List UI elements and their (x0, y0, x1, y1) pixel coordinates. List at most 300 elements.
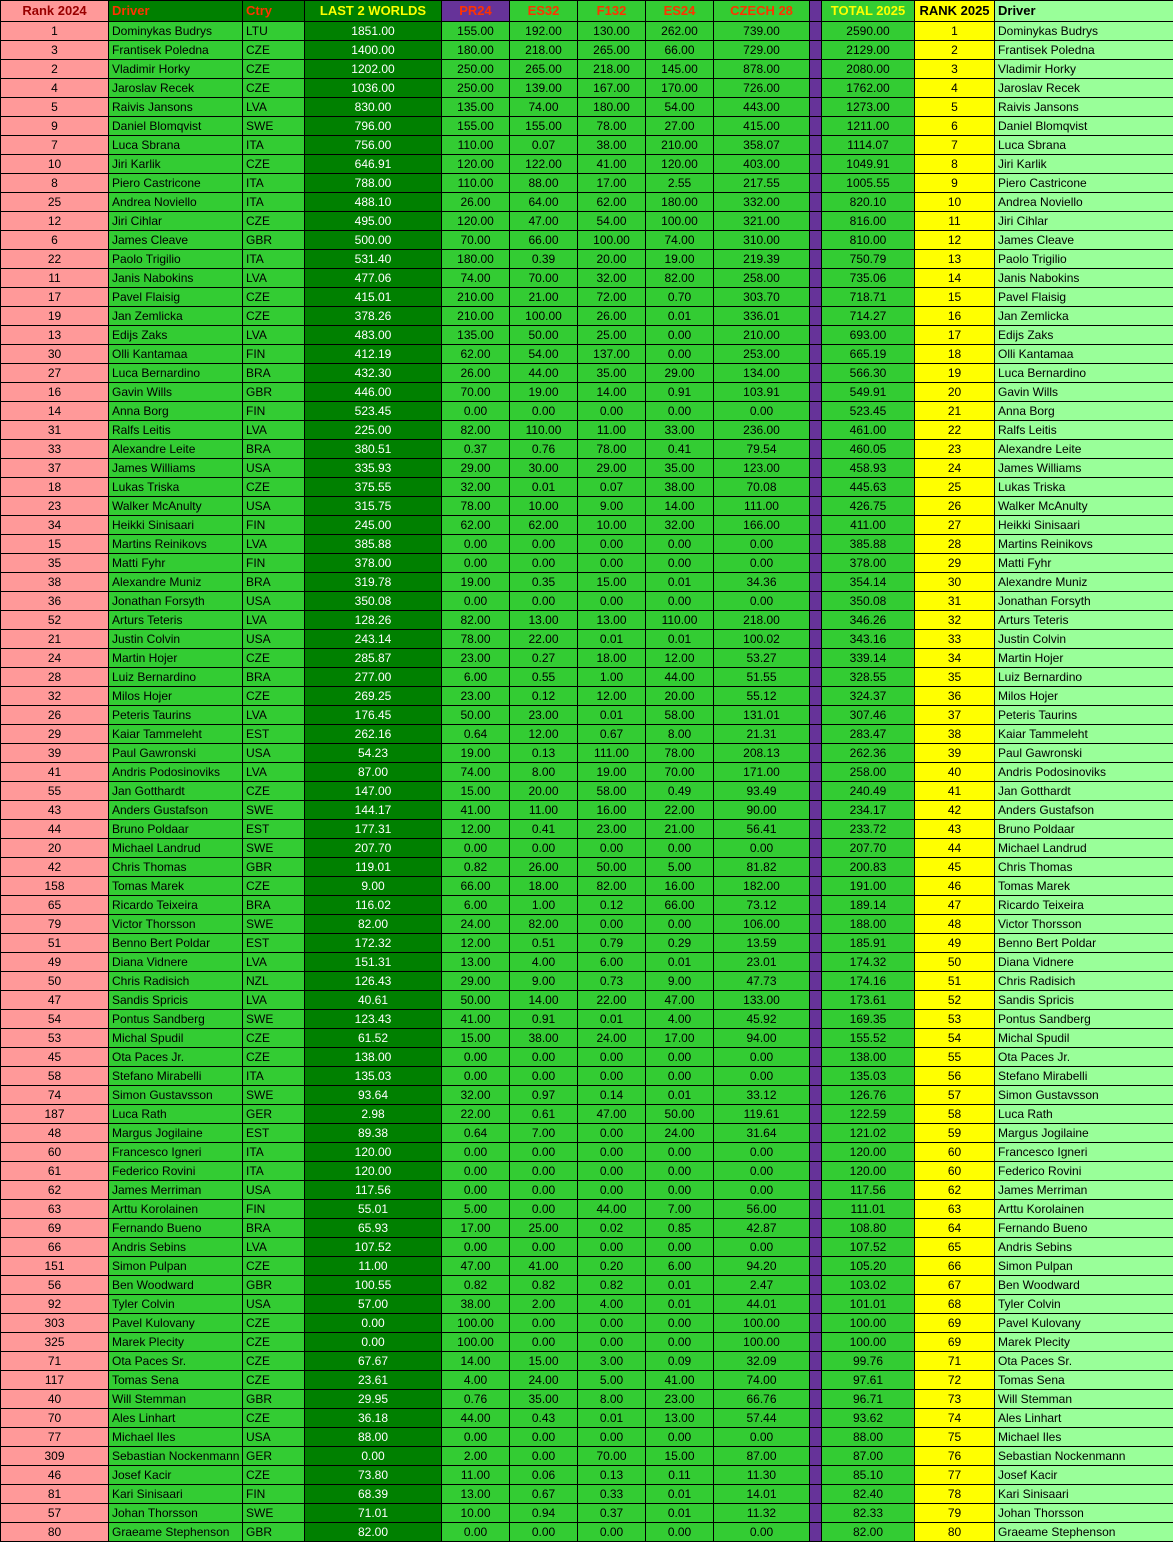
cell-es32: 155.00 (510, 117, 578, 136)
cell-driver: Alexandre Muniz (109, 573, 243, 592)
cell-driver-2: Pontus Sandberg (995, 1010, 1173, 1029)
cell-pr24: 0.00 (442, 1067, 510, 1086)
cell-country: USA (243, 592, 305, 611)
cell-es24: 50.00 (646, 1105, 714, 1124)
cell-pr24: 155.00 (442, 22, 510, 41)
cell-last-2-worlds: 243.14 (305, 630, 442, 649)
cell-czech-28: 56.41 (714, 820, 810, 839)
cell-total-2025: 185.91 (822, 934, 915, 953)
cell-spacer (810, 554, 822, 573)
cell-pr24: 0.00 (442, 1048, 510, 1067)
cell-es24: 7.00 (646, 1200, 714, 1219)
cell-es24: 32.00 (646, 516, 714, 535)
cell-spacer (810, 383, 822, 402)
cell-f132: 50.00 (578, 858, 646, 877)
cell-rank-2024: 39 (1, 744, 109, 763)
cell-czech-28: 0.00 (714, 1143, 810, 1162)
cell-rank-2024: 14 (1, 402, 109, 421)
cell-last-2-worlds: 176.45 (305, 706, 442, 725)
cell-country: BRA (243, 440, 305, 459)
cell-rank-2025: 12 (915, 231, 995, 250)
cell-spacer (810, 592, 822, 611)
table-row (1, 725, 1173, 744)
cell-f132: 0.00 (578, 1162, 646, 1181)
cell-es24: 12.00 (646, 649, 714, 668)
cell-driver: Martin Hojer (109, 649, 243, 668)
cell-es32: 30.00 (510, 459, 578, 478)
cell-es24: 0.00 (646, 1238, 714, 1257)
cell-f132: 62.00 (578, 193, 646, 212)
cell-driver: Jaroslav Recek (109, 79, 243, 98)
cell-driver-2: Heikki Sinisaari (995, 516, 1173, 535)
cell-country: CZE (243, 1314, 305, 1333)
cell-czech-28: 166.00 (714, 516, 810, 535)
cell-driver-2: Federico Rovini (995, 1162, 1173, 1181)
cell-pr24: 0.00 (442, 402, 510, 421)
cell-driver-2: Stefano Mirabelli (995, 1067, 1173, 1086)
cell-driver-2: Matti Fyhr (995, 554, 1173, 573)
column-header-es24: ES24 (646, 1, 714, 22)
table-row (1, 1257, 1173, 1276)
cell-es32: 18.00 (510, 877, 578, 896)
cell-driver-2: Luca Bernardino (995, 364, 1173, 383)
cell-spacer (810, 326, 822, 345)
cell-rank-2025: 15 (915, 288, 995, 307)
table-body (1, 22, 1173, 1542)
cell-f132: 0.00 (578, 402, 646, 421)
cell-spacer (810, 478, 822, 497)
cell-driver-2: Walker McAnulty (995, 497, 1173, 516)
column-header-rank-2025: RANK 2025 (915, 1, 995, 22)
cell-es24: 180.00 (646, 193, 714, 212)
cell-total-2025: 169.35 (822, 1010, 915, 1029)
cell-rank-2024: 10 (1, 155, 109, 174)
cell-f132: 0.00 (578, 915, 646, 934)
cell-spacer (810, 763, 822, 782)
cell-total-2025: 97.61 (822, 1371, 915, 1390)
table-row (1, 1352, 1173, 1371)
cell-rank-2024: 325 (1, 1333, 109, 1352)
cell-es32: 265.00 (510, 60, 578, 79)
cell-f132: 0.00 (578, 1333, 646, 1352)
cell-last-2-worlds: 120.00 (305, 1143, 442, 1162)
cell-rank-2025: 79 (915, 1504, 995, 1523)
cell-total-2025: 120.00 (822, 1162, 915, 1181)
cell-rank-2025: 40 (915, 763, 995, 782)
table-row (1, 117, 1173, 136)
cell-driver: Michael Landrud (109, 839, 243, 858)
cell-spacer (810, 782, 822, 801)
cell-driver-2: Frantisek Poledna (995, 41, 1173, 60)
cell-es24: 0.00 (646, 345, 714, 364)
table-row (1, 307, 1173, 326)
cell-czech-28: 321.00 (714, 212, 810, 231)
cell-driver: Ralfs Leitis (109, 421, 243, 440)
cell-f132: 12.00 (578, 687, 646, 706)
cell-rank-2024: 74 (1, 1086, 109, 1105)
cell-rank-2024: 62 (1, 1181, 109, 1200)
cell-f132: 0.37 (578, 1504, 646, 1523)
cell-rank-2024: 42 (1, 858, 109, 877)
cell-rank-2025: 6 (915, 117, 995, 136)
cell-es24: 14.00 (646, 497, 714, 516)
cell-last-2-worlds: 119.01 (305, 858, 442, 877)
cell-country: FIN (243, 345, 305, 364)
cell-czech-28: 310.00 (714, 231, 810, 250)
cell-czech-28: 100.02 (714, 630, 810, 649)
cell-driver-2: Chris Thomas (995, 858, 1173, 877)
cell-pr24: 0.76 (442, 1390, 510, 1409)
cell-es32: 11.00 (510, 801, 578, 820)
cell-pr24: 82.00 (442, 611, 510, 630)
cell-last-2-worlds: 87.00 (305, 763, 442, 782)
cell-driver-2: Luiz Bernardino (995, 668, 1173, 687)
cell-f132: 0.00 (578, 1523, 646, 1542)
cell-es32: 192.00 (510, 22, 578, 41)
cell-last-2-worlds: 446.00 (305, 383, 442, 402)
cell-rank-2025: 47 (915, 896, 995, 915)
cell-spacer (810, 1390, 822, 1409)
cell-last-2-worlds: 225.00 (305, 421, 442, 440)
table-row (1, 440, 1173, 459)
cell-driver: Sebastian Nockenmann (109, 1447, 243, 1466)
cell-es24: 170.00 (646, 79, 714, 98)
cell-total-2025: 174.32 (822, 953, 915, 972)
cell-rank-2024: 19 (1, 307, 109, 326)
cell-rank-2025: 53 (915, 1010, 995, 1029)
cell-last-2-worlds: 29.95 (305, 1390, 442, 1409)
cell-country: USA (243, 1428, 305, 1447)
cell-rank-2025: 23 (915, 440, 995, 459)
cell-driver-2: Will Stemman (995, 1390, 1173, 1409)
cell-spacer (810, 402, 822, 421)
cell-es24: 0.49 (646, 782, 714, 801)
table-row (1, 972, 1173, 991)
cell-spacer (810, 820, 822, 839)
cell-total-2025: 233.72 (822, 820, 915, 839)
cell-es32: 41.00 (510, 1257, 578, 1276)
cell-czech-28: 0.00 (714, 1181, 810, 1200)
cell-rank-2025: 68 (915, 1295, 995, 1314)
cell-driver-2: James Williams (995, 459, 1173, 478)
cell-driver: Andrea Noviello (109, 193, 243, 212)
cell-country: LVA (243, 763, 305, 782)
cell-czech-28: 100.00 (714, 1333, 810, 1352)
cell-country: BRA (243, 896, 305, 915)
cell-country: LVA (243, 326, 305, 345)
cell-driver-2: Andris Sebins (995, 1238, 1173, 1257)
table-row (1, 744, 1173, 763)
cell-country: CZE (243, 307, 305, 326)
cell-total-2025: 103.02 (822, 1276, 915, 1295)
cell-pr24: 155.00 (442, 117, 510, 136)
cell-rank-2024: 8 (1, 174, 109, 193)
cell-pr24: 210.00 (442, 307, 510, 326)
cell-es24: 0.00 (646, 915, 714, 934)
cell-pr24: 12.00 (442, 820, 510, 839)
cell-driver: Alexandre Leite (109, 440, 243, 459)
cell-czech-28: 303.70 (714, 288, 810, 307)
table-row (1, 421, 1173, 440)
cell-rank-2025: 17 (915, 326, 995, 345)
cell-last-2-worlds: 277.00 (305, 668, 442, 687)
cell-driver-2: Anna Borg (995, 402, 1173, 421)
table-row (1, 459, 1173, 478)
table-row (1, 1409, 1173, 1428)
cell-rank-2024: 30 (1, 345, 109, 364)
cell-f132: 16.00 (578, 801, 646, 820)
cell-czech-28: 0.00 (714, 554, 810, 573)
cell-country: GBR (243, 1390, 305, 1409)
table-row (1, 573, 1173, 592)
cell-spacer (810, 1314, 822, 1333)
cell-rank-2024: 187 (1, 1105, 109, 1124)
cell-czech-28: 31.64 (714, 1124, 810, 1143)
cell-last-2-worlds: 531.40 (305, 250, 442, 269)
cell-czech-28: 53.27 (714, 649, 810, 668)
cell-country: USA (243, 1295, 305, 1314)
cell-last-2-worlds: 82.00 (305, 1523, 442, 1542)
cell-country: CZE (243, 877, 305, 896)
cell-driver: Pavel Flaisig (109, 288, 243, 307)
table-row (1, 1181, 1173, 1200)
cell-f132: 14.00 (578, 383, 646, 402)
cell-last-2-worlds: 177.31 (305, 820, 442, 839)
table-row (1, 801, 1173, 820)
cell-spacer (810, 1447, 822, 1466)
cell-total-2025: 117.56 (822, 1181, 915, 1200)
cell-es24: 66.00 (646, 896, 714, 915)
cell-rank-2025: 66 (915, 1257, 995, 1276)
table-row (1, 763, 1173, 782)
cell-total-2025: 750.79 (822, 250, 915, 269)
cell-spacer (810, 79, 822, 98)
cell-czech-28: 93.49 (714, 782, 810, 801)
cell-last-2-worlds: 1400.00 (305, 41, 442, 60)
cell-spacer (810, 117, 822, 136)
cell-es32: 7.00 (510, 1124, 578, 1143)
cell-es24: 0.01 (646, 573, 714, 592)
cell-rank-2025: 36 (915, 687, 995, 706)
table-row (1, 858, 1173, 877)
cell-rank-2024: 158 (1, 877, 109, 896)
cell-total-2025: 411.00 (822, 516, 915, 535)
cell-f132: 0.01 (578, 706, 646, 725)
cell-last-2-worlds: 1036.00 (305, 79, 442, 98)
cell-czech-28: 55.12 (714, 687, 810, 706)
cell-czech-28: 14.01 (714, 1485, 810, 1504)
cell-czech-28: 94.00 (714, 1029, 810, 1048)
table-row (1, 1276, 1173, 1295)
cell-driver: Simon Pulpan (109, 1257, 243, 1276)
cell-spacer (810, 41, 822, 60)
cell-driver: Ricardo Teixeira (109, 896, 243, 915)
cell-country: GER (243, 1447, 305, 1466)
cell-es32: 0.00 (510, 592, 578, 611)
cell-f132: 100.00 (578, 231, 646, 250)
cell-czech-28: 11.30 (714, 1466, 810, 1485)
cell-es32: 0.55 (510, 668, 578, 687)
cell-czech-28: 73.12 (714, 896, 810, 915)
cell-rank-2025: 42 (915, 801, 995, 820)
cell-total-2025: 135.03 (822, 1067, 915, 1086)
cell-last-2-worlds: 93.64 (305, 1086, 442, 1105)
cell-rank-2025: 10 (915, 193, 995, 212)
cell-country: LVA (243, 953, 305, 972)
cell-driver-2: Paul Gawronski (995, 744, 1173, 763)
cell-es32: 4.00 (510, 953, 578, 972)
cell-driver: Francesco Igneri (109, 1143, 243, 1162)
cell-es24: 100.00 (646, 212, 714, 231)
cell-driver-2: Raivis Jansons (995, 98, 1173, 117)
cell-rank-2025: 69 (915, 1333, 995, 1352)
cell-rank-2024: 60 (1, 1143, 109, 1162)
cell-last-2-worlds: 262.16 (305, 725, 442, 744)
column-header-f132: F132 (578, 1, 646, 22)
cell-czech-28: 0.00 (714, 1523, 810, 1542)
cell-es32: 21.00 (510, 288, 578, 307)
cell-czech-28: 217.55 (714, 174, 810, 193)
table-row (1, 1447, 1173, 1466)
cell-spacer (810, 497, 822, 516)
cell-country: SWE (243, 1504, 305, 1523)
cell-rank-2024: 71 (1, 1352, 109, 1371)
cell-czech-28: 258.00 (714, 269, 810, 288)
cell-driver-2: Tomas Marek (995, 877, 1173, 896)
cell-pr24: 14.00 (442, 1352, 510, 1371)
cell-es24: 0.00 (646, 326, 714, 345)
cell-driver: Victor Thorsson (109, 915, 243, 934)
cell-czech-28: 332.00 (714, 193, 810, 212)
cell-rank-2025: 44 (915, 839, 995, 858)
cell-es32: 20.00 (510, 782, 578, 801)
cell-es24: 120.00 (646, 155, 714, 174)
cell-czech-28: 219.39 (714, 250, 810, 269)
cell-driver-2: Andrea Noviello (995, 193, 1173, 212)
cell-rank-2024: 77 (1, 1428, 109, 1447)
cell-es32: 110.00 (510, 421, 578, 440)
cell-pr24: 2.00 (442, 1447, 510, 1466)
cell-es32: 0.00 (510, 554, 578, 573)
cell-es32: 13.00 (510, 611, 578, 630)
cell-es24: 0.00 (646, 1333, 714, 1352)
cell-total-2025: 343.16 (822, 630, 915, 649)
cell-f132: 78.00 (578, 117, 646, 136)
cell-country: LVA (243, 421, 305, 440)
cell-rank-2024: 37 (1, 459, 109, 478)
cell-rank-2024: 303 (1, 1314, 109, 1333)
cell-spacer (810, 1409, 822, 1428)
table-row (1, 1105, 1173, 1124)
table-row (1, 649, 1173, 668)
cell-driver: Michal Spudil (109, 1029, 243, 1048)
cell-es24: 0.00 (646, 1048, 714, 1067)
cell-es32: 0.00 (510, 535, 578, 554)
cell-driver-2: Kari Sinisaari (995, 1485, 1173, 1504)
cell-spacer (810, 174, 822, 193)
cell-czech-28: 100.00 (714, 1314, 810, 1333)
cell-driver-2: Ben Woodward (995, 1276, 1173, 1295)
cell-last-2-worlds: 378.00 (305, 554, 442, 573)
cell-es24: 16.00 (646, 877, 714, 896)
cell-country: LVA (243, 98, 305, 117)
cell-f132: 47.00 (578, 1105, 646, 1124)
cell-rank-2025: 46 (915, 877, 995, 896)
table-row (1, 1143, 1173, 1162)
cell-pr24: 0.00 (442, 1162, 510, 1181)
cell-es32: 0.97 (510, 1086, 578, 1105)
cell-spacer (810, 269, 822, 288)
cell-spacer (810, 1029, 822, 1048)
cell-country: LVA (243, 1238, 305, 1257)
cell-total-2025: 346.26 (822, 611, 915, 630)
cell-rank-2024: 70 (1, 1409, 109, 1428)
cell-driver: Luca Bernardino (109, 364, 243, 383)
cell-driver: Ben Woodward (109, 1276, 243, 1295)
cell-czech-28: 210.00 (714, 326, 810, 345)
cell-rank-2025: 22 (915, 421, 995, 440)
cell-total-2025: 523.45 (822, 402, 915, 421)
cell-rank-2025: 56 (915, 1067, 995, 1086)
cell-last-2-worlds: 147.00 (305, 782, 442, 801)
cell-total-2025: 105.20 (822, 1257, 915, 1276)
cell-last-2-worlds: 495.00 (305, 212, 442, 231)
cell-rank-2025: 54 (915, 1029, 995, 1048)
cell-rank-2025: 33 (915, 630, 995, 649)
cell-spacer (810, 1295, 822, 1314)
cell-rank-2024: 43 (1, 801, 109, 820)
cell-rank-2025: 67 (915, 1276, 995, 1295)
table-row (1, 1333, 1173, 1352)
column-header-pr24: PR24 (442, 1, 510, 22)
cell-czech-28: 79.54 (714, 440, 810, 459)
cell-es24: 66.00 (646, 41, 714, 60)
cell-rank-2025: 19 (915, 364, 995, 383)
cell-czech-28: 171.00 (714, 763, 810, 782)
cell-f132: 0.02 (578, 1219, 646, 1238)
cell-f132: 0.00 (578, 1067, 646, 1086)
table-row (1, 1390, 1173, 1409)
cell-country: NZL (243, 972, 305, 991)
cell-es24: 41.00 (646, 1371, 714, 1390)
cell-last-2-worlds: 796.00 (305, 117, 442, 136)
cell-total-2025: 82.33 (822, 1504, 915, 1523)
cell-country: USA (243, 459, 305, 478)
cell-rank-2025: 29 (915, 554, 995, 573)
cell-f132: 20.00 (578, 250, 646, 269)
cell-pr24: 12.00 (442, 934, 510, 953)
cell-spacer (810, 535, 822, 554)
cell-spacer (810, 573, 822, 592)
cell-f132: 15.00 (578, 573, 646, 592)
cell-driver-2: James Merriman (995, 1181, 1173, 1200)
table-row (1, 953, 1173, 972)
cell-last-2-worlds: 319.78 (305, 573, 442, 592)
table-row (1, 98, 1173, 117)
cell-driver: Sandis Spricis (109, 991, 243, 1010)
cell-spacer (810, 1276, 822, 1295)
cell-total-2025: 2080.00 (822, 60, 915, 79)
cell-czech-28: 111.00 (714, 497, 810, 516)
cell-total-2025: 82.00 (822, 1523, 915, 1542)
cell-es32: 0.00 (510, 1181, 578, 1200)
cell-last-2-worlds: 830.00 (305, 98, 442, 117)
cell-pr24: 0.00 (442, 839, 510, 858)
cell-es32: 0.00 (510, 1200, 578, 1219)
cell-spacer (810, 250, 822, 269)
cell-es32: 9.00 (510, 972, 578, 991)
cell-f132: 0.00 (578, 1238, 646, 1257)
